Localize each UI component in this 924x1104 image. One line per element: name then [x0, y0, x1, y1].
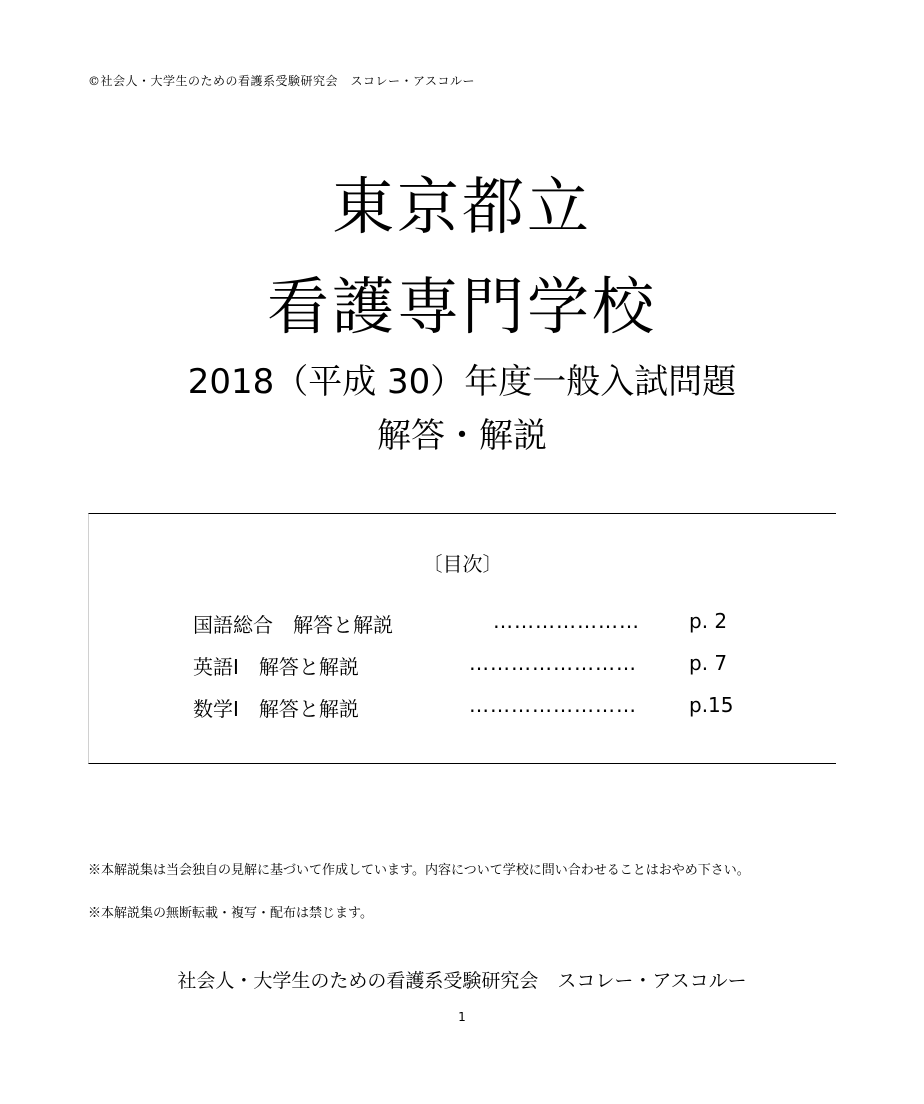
page-number: 1 — [458, 1010, 466, 1024]
toc-item-subject: 数学Ⅰ 解答と解説 — [193, 697, 359, 721]
toc-item-leader-dots: …………………… — [469, 693, 637, 717]
toc-item-leader-dots: ………………… — [493, 609, 640, 633]
toc-item-subject: 英語Ⅰ 解答と解説 — [193, 655, 359, 679]
toc-item-leader-dots: …………………… — [469, 651, 637, 675]
toc-item-subject: 国語総合 解答と解説 — [193, 613, 393, 637]
toc-item-japanese — [89, 609, 836, 639]
toc-item-english — [89, 651, 836, 681]
exam-subtitle: 2018（平成 30）年度一般入試問題 — [187, 362, 737, 402]
toc-heading: 〔目次〕 — [422, 552, 503, 576]
copyright-note: ※本解説集の無断転載・複写・配布は禁じます。 — [88, 906, 373, 921]
copyright-notice: ©社会人・大学生のための看護系受験研究会 スコレー・アスコルー — [88, 74, 476, 88]
school-name-line2: 看護専門学校 — [266, 270, 657, 343]
table-of-contents — [88, 513, 836, 764]
toc-item-page: p.15 — [689, 693, 734, 717]
toc-item-page: p. 2 — [689, 609, 728, 633]
disclaimer-note: ※本解説集は当会独自の見解に基づいて作成しています。内容について学校に問い合わせることはおやめ下さい。 — [88, 863, 750, 878]
answers-subtitle: 解答・解説 — [377, 416, 547, 456]
toc-item-math — [89, 693, 836, 723]
school-name-line1: 東京都立 — [331, 170, 592, 243]
footer-organization: 社会人・大学生のための看護系受験研究会 スコレー・アスコルー — [177, 970, 747, 992]
toc-item-page: p. 7 — [689, 651, 728, 675]
